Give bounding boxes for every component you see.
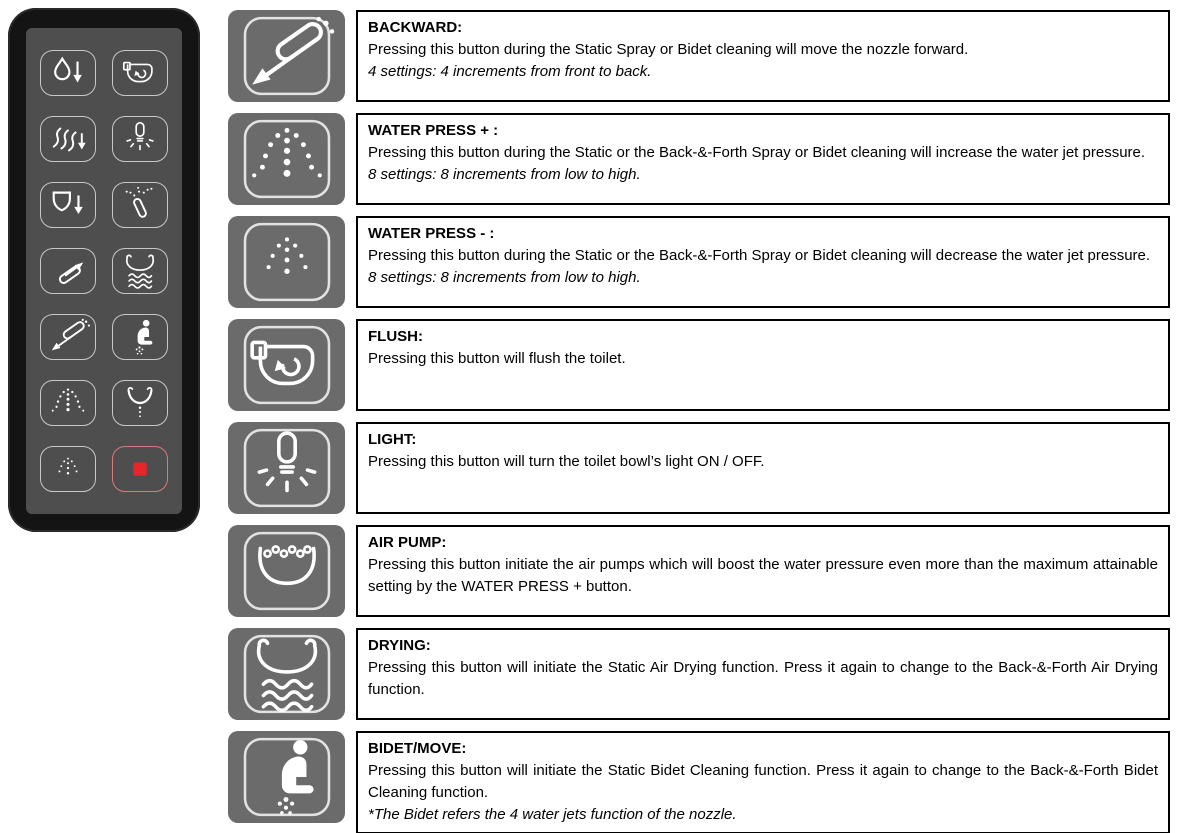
remote-control bbox=[8, 8, 200, 532]
entry-textbox bbox=[356, 319, 1170, 411]
water-press-plus-button-image bbox=[228, 113, 345, 205]
spread-spray-icon bbox=[116, 383, 164, 423]
air-drying-icon bbox=[116, 251, 164, 291]
entry-textbox bbox=[356, 731, 1170, 833]
entry-textbox bbox=[356, 10, 1170, 102]
light-bulb-icon bbox=[233, 425, 341, 511]
remote-button-flush bbox=[112, 50, 168, 96]
nozzle-arrow-backward-icon bbox=[233, 13, 341, 99]
water-fountain-small-icon bbox=[44, 449, 92, 489]
entry-body: Pressing this button during the Static or the Back-&-Forth Spray or Bidet cleaning will decrease the water jet pressure. bbox=[368, 247, 1151, 264]
entry-title: BACKWARD: bbox=[368, 19, 463, 36]
spray-down-icon bbox=[44, 119, 92, 159]
remote-button-bidet-move bbox=[112, 314, 168, 360]
remote-button-soft-spray bbox=[40, 116, 96, 162]
entry-body: Pressing this button will flush the toilet. bbox=[368, 350, 626, 367]
entry-water-press-plus bbox=[228, 113, 1170, 205]
entry-drying bbox=[228, 628, 1170, 720]
entry-textbox bbox=[356, 113, 1170, 205]
air-drying-icon bbox=[233, 631, 341, 717]
remote-button-stop bbox=[112, 446, 168, 492]
toilet-flush-icon bbox=[233, 322, 341, 408]
shield-down-icon bbox=[44, 185, 92, 225]
drop-down-icon bbox=[44, 53, 92, 93]
entry-air-pump bbox=[228, 525, 1170, 617]
bidet-move-button-image bbox=[228, 731, 345, 823]
seated-person-spray-icon bbox=[116, 317, 164, 357]
entry-water-press-minus bbox=[228, 216, 1170, 308]
water-fountain-icon bbox=[44, 383, 92, 423]
entry-textbox bbox=[356, 628, 1170, 720]
seated-person-spray-icon bbox=[233, 734, 341, 820]
entry-body: Pressing this button during the Static Spray or Bidet cleaning will move the nozzle forward. bbox=[368, 41, 969, 58]
remote-button-nozzle-backward bbox=[40, 314, 96, 360]
remote-button-panel bbox=[26, 28, 182, 514]
entry-title: BIDET/MOVE: bbox=[368, 740, 467, 757]
backward-button-image bbox=[228, 10, 345, 102]
remote-button-feminine-wash bbox=[40, 182, 96, 228]
entry-title: WATER PRESS + : bbox=[368, 122, 499, 139]
entry-backward bbox=[228, 10, 1170, 102]
remote-button-light bbox=[112, 116, 168, 162]
entry-textbox bbox=[356, 422, 1170, 514]
nozzle-arrow-backward-icon bbox=[44, 317, 92, 357]
entry-flush bbox=[228, 319, 1170, 411]
nozzle-spray-icon bbox=[116, 185, 164, 225]
water-fountain-small-icon bbox=[233, 219, 341, 305]
entry-body: Pressing this button will turn the toilet bowl’s light ON / OFF. bbox=[368, 453, 765, 470]
water-press-minus-button-image bbox=[228, 216, 345, 308]
entry-bidet-move bbox=[228, 731, 1170, 833]
remote-button-spread-wash bbox=[112, 380, 168, 426]
remote-button-drying bbox=[112, 248, 168, 294]
nozzle-arrow-forward-icon bbox=[44, 251, 92, 291]
light-bulb-icon bbox=[116, 119, 164, 159]
toilet-flush-icon bbox=[116, 53, 164, 93]
function-descriptions bbox=[228, 10, 1170, 833]
entry-textbox bbox=[356, 216, 1170, 308]
remote-button-nozzle-clean bbox=[112, 182, 168, 228]
entry-body: Pressing this button will initiate the Static Air Drying function. Press it again to change to the Back-&-Forth Air Drying function. bbox=[368, 659, 1158, 698]
entry-note: 4 settings: 4 increments from front to back. bbox=[368, 63, 652, 80]
entry-note: 8 settings: 8 increments from low to high. bbox=[368, 166, 641, 183]
entry-light bbox=[228, 422, 1170, 514]
air-pump-bubbles-icon bbox=[233, 528, 341, 614]
red-stop-square-icon bbox=[116, 449, 164, 489]
remote-button-water-press-plus bbox=[40, 380, 96, 426]
entry-title: LIGHT: bbox=[368, 431, 417, 448]
remote-button-water-press-minus bbox=[40, 446, 96, 492]
entry-note: *The Bidet refers the 4 water jets function of the nozzle. bbox=[368, 806, 737, 823]
entry-title: WATER PRESS - : bbox=[368, 225, 495, 242]
entry-note: 8 settings: 8 increments from low to high. bbox=[368, 269, 641, 286]
entry-body: Pressing this button will initiate the Static Bidet Cleaning function. Press it again to change to the Back-&-Forth Bidet Cleaning function. bbox=[368, 762, 1158, 801]
entry-body: Pressing this button during the Static or the Back-&-Forth Spray or Bidet cleaning will increase the water jet pressure. bbox=[368, 144, 1146, 161]
entry-title: AIR PUMP: bbox=[368, 534, 447, 551]
light-button-image bbox=[228, 422, 345, 514]
entry-title: DRYING: bbox=[368, 637, 431, 654]
entry-textbox bbox=[356, 525, 1170, 617]
water-fountain-icon bbox=[233, 116, 341, 202]
flush-button-image bbox=[228, 319, 345, 411]
drying-button-image bbox=[228, 628, 345, 720]
air-pump-button-image bbox=[228, 525, 345, 617]
remote-button-rear-wash bbox=[40, 50, 96, 96]
entry-body: Pressing this button initiate the air pumps which will boost the water pressure even more than the maximum attainable setting by the WATER PRESS + button. bbox=[368, 556, 1158, 595]
remote-button-nozzle-forward bbox=[40, 248, 96, 294]
entry-title: FLUSH: bbox=[368, 328, 423, 345]
